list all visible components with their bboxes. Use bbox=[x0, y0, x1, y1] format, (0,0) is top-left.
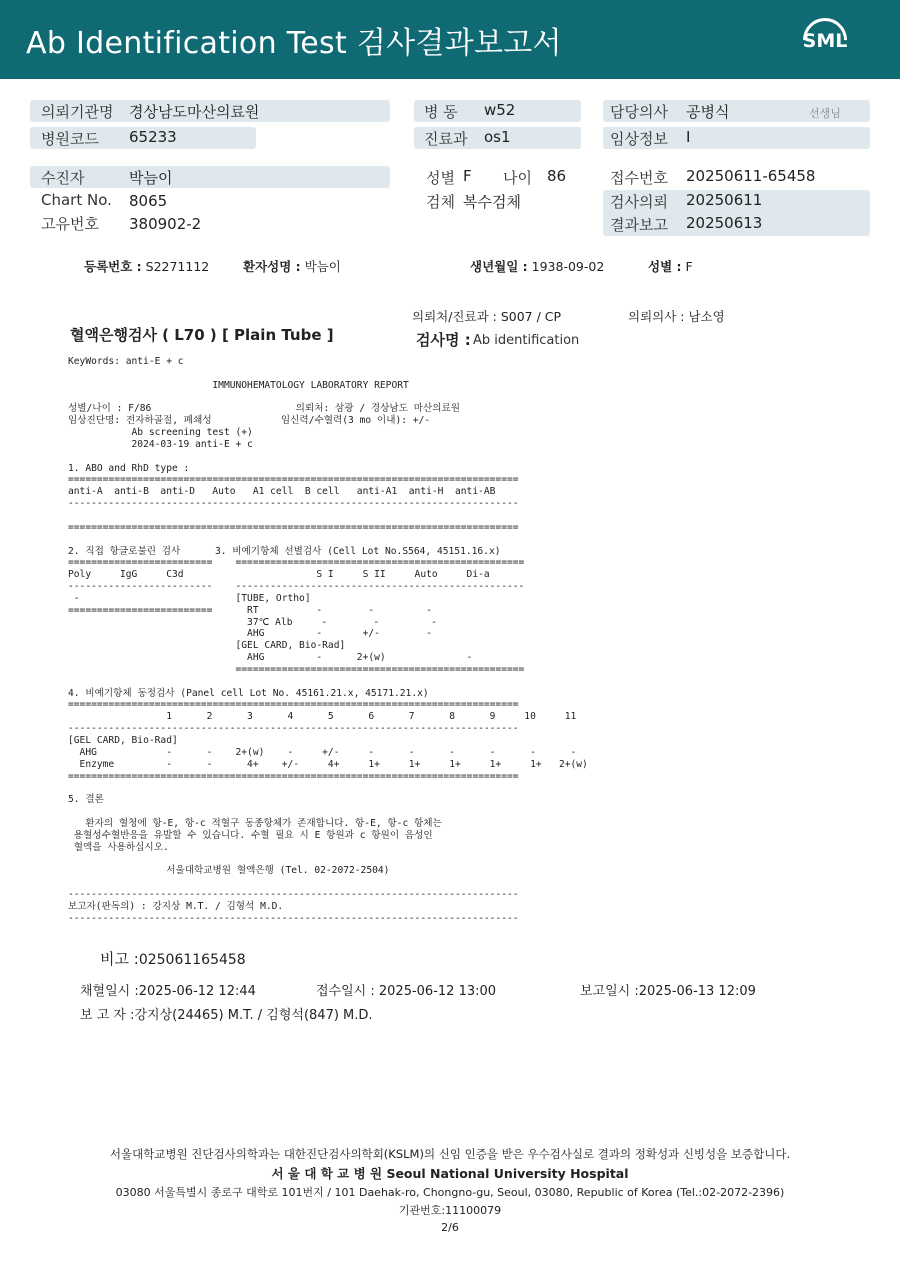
collected-time: 채혈일시 :2025-06-12 12:44 bbox=[80, 984, 256, 999]
footer-institution-code: 기관번호:11100079 bbox=[398, 1204, 502, 1217]
sex-label: 성별 bbox=[426, 169, 455, 187]
dept-value: os1 bbox=[484, 128, 511, 146]
logo-text: SML bbox=[802, 30, 848, 52]
ward-value: w52 bbox=[484, 101, 516, 119]
hospital-code-label: 병원코드 bbox=[41, 130, 99, 148]
age-label: 나이 bbox=[503, 169, 532, 187]
sml-logo bbox=[798, 14, 852, 68]
sex-value: F bbox=[463, 167, 472, 185]
page-number: 2/6 bbox=[441, 1221, 459, 1234]
request-value: 20250611 bbox=[686, 191, 763, 209]
chart-value: 8065 bbox=[129, 192, 168, 210]
ward-label: 병 동 bbox=[424, 103, 458, 121]
reg-sex: 성별 : F bbox=[648, 259, 693, 274]
reg-no: 등록번호 : S2271112 bbox=[84, 259, 210, 274]
uid-value: 380902-2 bbox=[129, 215, 202, 233]
footer-certification: 서울대학교병원 진단검사의학과는 대한진단검사의학회(KSLM)의 신임 인증을 받은 우수검사실로 결과의 정확성과 신빙성을 보증합니다. bbox=[109, 1147, 791, 1161]
request-label: 검사의뢰 bbox=[610, 193, 668, 211]
receipt-no-label: 접수번호 bbox=[610, 169, 668, 187]
reg-name: 환자성명 : 박늠이 bbox=[243, 259, 341, 274]
footer-address: 03080 서울특별시 종로구 대학로 101번지 / 101 Daehak-ro, Chongno-gu, Seoul, 03080, Republic of Korea (Tel.:02-2072-2396) bbox=[115, 1186, 785, 1199]
remark: 비고 :025061165458 bbox=[100, 950, 246, 968]
specimen-value: 복수검체 bbox=[463, 193, 521, 211]
doctor-label: 담당의사 bbox=[610, 103, 668, 121]
receipt-no-value: 20250611-65458 bbox=[686, 167, 816, 185]
clinical-label: 임상정보 bbox=[610, 130, 668, 148]
reported-time: 보고일시 :2025-06-13 12:09 bbox=[580, 984, 756, 999]
institution-value: 경상남도마산의료원 bbox=[129, 103, 260, 121]
doctor-value: 공병식 bbox=[686, 103, 730, 121]
patient-label: 수진자 bbox=[41, 169, 85, 187]
hospital-code-value: 65233 bbox=[129, 128, 177, 146]
received-time: 접수일시 : 2025-06-12 13:00 bbox=[316, 984, 497, 999]
age-value: 86 bbox=[547, 167, 567, 185]
lab-report-text: KeyWords: anti-E + c IMMUNOHEMATOLOGY LABORATORY REPORT 성별/나이 : F/86 의뢰처: 삼광 / 경상남도 마산의료원 임상진단명: 전자하골절, 폐쇄성 임신력/수혈력(3 mo 이내): +/- Ab screening test (+) 2024-03-19 anti-E + c 1. ABO and RhD type : ============================================================================== anti-A anti-B anti-D Auto A1 cell B cell anti-A1 anti-H anti-AB ------------------------------------------------------------------------------ ============================================================================== 2. 직접 항글로불린 검사 3. 비예기항체 선별검사 (Cell Lot No.S564, 45151.16.x) ========================= ================================================== Poly IgG C3d S I S II Auto Di-a ------------------------- -------------------------------------------------- - [TUBE, Ortho] ========================= RT - - - 37℃ Alb - - - AHG - +/- - [GEL CARD, Bio-Rad] AHG - 2+(w) - ================================================== 4. 비예기항체 동정검사 (Panel cell Lot No. 45161.21.x, 45171.21.x) ============================================================================== 1 2 3 4 5 6 7 8 9 10 11 ------------------------------------------------------------------------------ [GEL CARD, Bio-Rad] AHG - - 2+(w) - +/- - - - - - - Enzyme - - 4+ +/- 4+ 1+ 1+ 1+ 1+ 1+ 2+(w) ============================================================================== 5. 결론 환자의 혈청에 항-E, 항-c 적혈구 동종항체가 존재합니다. 항-E, 항-c 항체는 용혈성수혈반응을 유발할 수 있습니다. 수혈 필요 시 E 항원과 c 항원이 음성인 혈액을 사용하십시오. 서울대학교병원 혈액은행 (Tel. 02-2072-2504) ------------------------------------------------------------------------------ 보고자(판독의) : 강지상 M.T. / 김형석 M.D. ------------------------------------------------------------------------------ bbox=[68, 356, 588, 924]
chart-label: Chart No. bbox=[41, 191, 112, 209]
referring-doctor: 의뢰의사 : 남소영 bbox=[628, 309, 725, 324]
reporter: 보 고 자 :강지상(24465) M.T. / 김형석(847) M.D. bbox=[80, 1008, 373, 1023]
report-value: 20250613 bbox=[686, 214, 763, 232]
test-name-value: Ab identification bbox=[473, 333, 580, 348]
footer-hospital-name: 서 울 대 학 교 병 원 Seoul National University Hospital bbox=[271, 1166, 629, 1181]
institution-label: 의뢰기관명 bbox=[41, 103, 114, 121]
doctor-suffix: 선생님 bbox=[809, 107, 841, 120]
report-label: 결과보고 bbox=[610, 216, 668, 234]
referrer: 의뢰처/진료과 : S007 / CP bbox=[412, 309, 562, 324]
patient-value: 박늠이 bbox=[129, 169, 173, 187]
test-name-label: 검사명 : bbox=[416, 331, 471, 349]
section-title: 혈액은행검사 ( L70 ) [ Plain Tube ] bbox=[70, 326, 334, 344]
report-title: Ab Identification Test 검사결과보고서 bbox=[26, 26, 562, 61]
uid-label: 고유번호 bbox=[41, 215, 99, 233]
clinical-value: I bbox=[686, 128, 691, 146]
reg-dob: 생년월일 : 1938-09-02 bbox=[470, 259, 605, 274]
dept-label: 진료과 bbox=[424, 130, 468, 148]
specimen-label: 검체 bbox=[426, 193, 455, 211]
report-header bbox=[0, 0, 900, 79]
